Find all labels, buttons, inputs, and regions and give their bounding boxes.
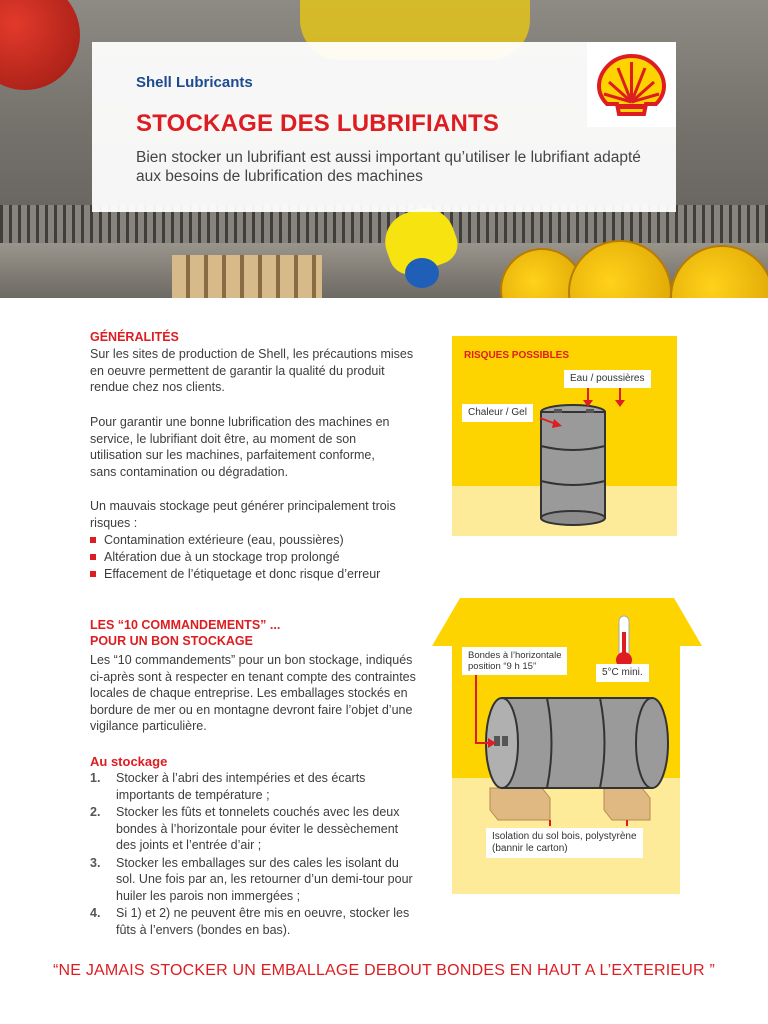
list-item: Contamination extérieure (eau, poussières) (90, 532, 380, 549)
shell-logo-icon (587, 42, 676, 127)
step-text: Stocker à l’abri des intempéries et des écarts importants de température ; (116, 771, 366, 802)
step-number: 1. (90, 771, 101, 785)
page-subtitle: Bien stocker un lubrifiant est aussi important qu’utiliser le lubrifiant adapté aux besoins de lubrification des machines (136, 149, 641, 185)
section-heading-commandements-2: POUR UN BON STOCKAGE (90, 634, 253, 648)
label-insulation (486, 828, 643, 858)
risk-figure-illustration (452, 336, 677, 536)
generalites-para-1: Sur les sites de production de Shell, les précautions mises en oeuvre permettent de garantir la qualité du produit rendue chez nos clients. (90, 347, 414, 394)
label-heat-frost: Chaleur / Gel (462, 404, 533, 422)
step-text: Stocker les emballages sur des cales les isolant du sol. Une fois par an, les retourner d’un demi-tour pour huiler les parois non immergées ; (116, 855, 413, 903)
brand-name: Shell Lubricants (136, 74, 253, 91)
label-bungs-line1: Bondes à l’horizontale (468, 650, 562, 661)
storage-steps-list (90, 770, 420, 939)
label-bungs-line2: position “9 h 15” (468, 661, 537, 672)
list-item (90, 804, 420, 854)
list-item: Effacement de l’étiquetage et donc risque d’erreur (90, 566, 380, 583)
worker-helmet (405, 258, 439, 288)
step-number: 4. (90, 906, 101, 920)
generalites-para-2: Pour garantir une bonne lubrification des machines en service, le lubrifiant doit être, au moment de son utilisation sur les machines, parfaitement conforme, sans contamination ou dégradation. (90, 415, 390, 479)
step-text: Si 1) et 2) ne peuvent être mis en oeuvre, stocker les fûts à l’envers (bondes en bas). (116, 906, 410, 937)
label-water-dust: Eau / poussières (564, 370, 651, 388)
section-heading-commandements-1: LES “10 COMMANDEMENTS” ... (90, 618, 281, 632)
risk-figure-title: RISQUES POSSIBLES (464, 350, 570, 361)
list-item: Altération due à un stockage trop prolongé (90, 549, 380, 566)
label-temperature: 5°C mini. (596, 664, 649, 682)
step-number: 2. (90, 805, 101, 819)
footer-quote: “NE JAMAIS STOCKER UN EMBALLAGE DEBOUT BONDES EN HAUT A L’EXTERIEUR ” (53, 962, 715, 979)
subheading-au-stockage: Au stockage (90, 754, 168, 769)
storage-figure (432, 598, 702, 898)
label-insulation-line2: (bannir le carton) (492, 843, 568, 854)
list-item (90, 905, 420, 938)
commandements-intro: Les “10 commandements” pour un bon stockage, indiqués ci-après sont à respecter en tenant compte des contraintes locales de chaque entreprise. Les emballages stockés en bordure de mer ou en montagne devront faire l’objet d’une vigilance particulière. (90, 653, 416, 733)
pallet (172, 255, 322, 298)
label-bungs (462, 647, 567, 675)
page-title: STOCKAGE DES LUBRIFIANTS (136, 110, 500, 137)
step-text: Stocker les fûts et tonnelets couchés avec les deux bondes à l’horizontale pour éviter le dessèchement des joints et l’entrée d’air ; (116, 805, 400, 852)
label-insulation-line1: Isolation du sol bois, polystyrène (492, 831, 637, 842)
list-item (90, 770, 420, 803)
generalites-para-3: Un mauvais stockage peut générer principalement trois risques : (90, 499, 396, 530)
shell-logo (587, 42, 676, 127)
risks-list (90, 532, 380, 583)
step-number: 3. (90, 855, 101, 870)
section-heading-generalites: GÉNÉRALITÉS (90, 330, 179, 344)
list-item (90, 855, 420, 905)
risk-figure (452, 336, 677, 536)
